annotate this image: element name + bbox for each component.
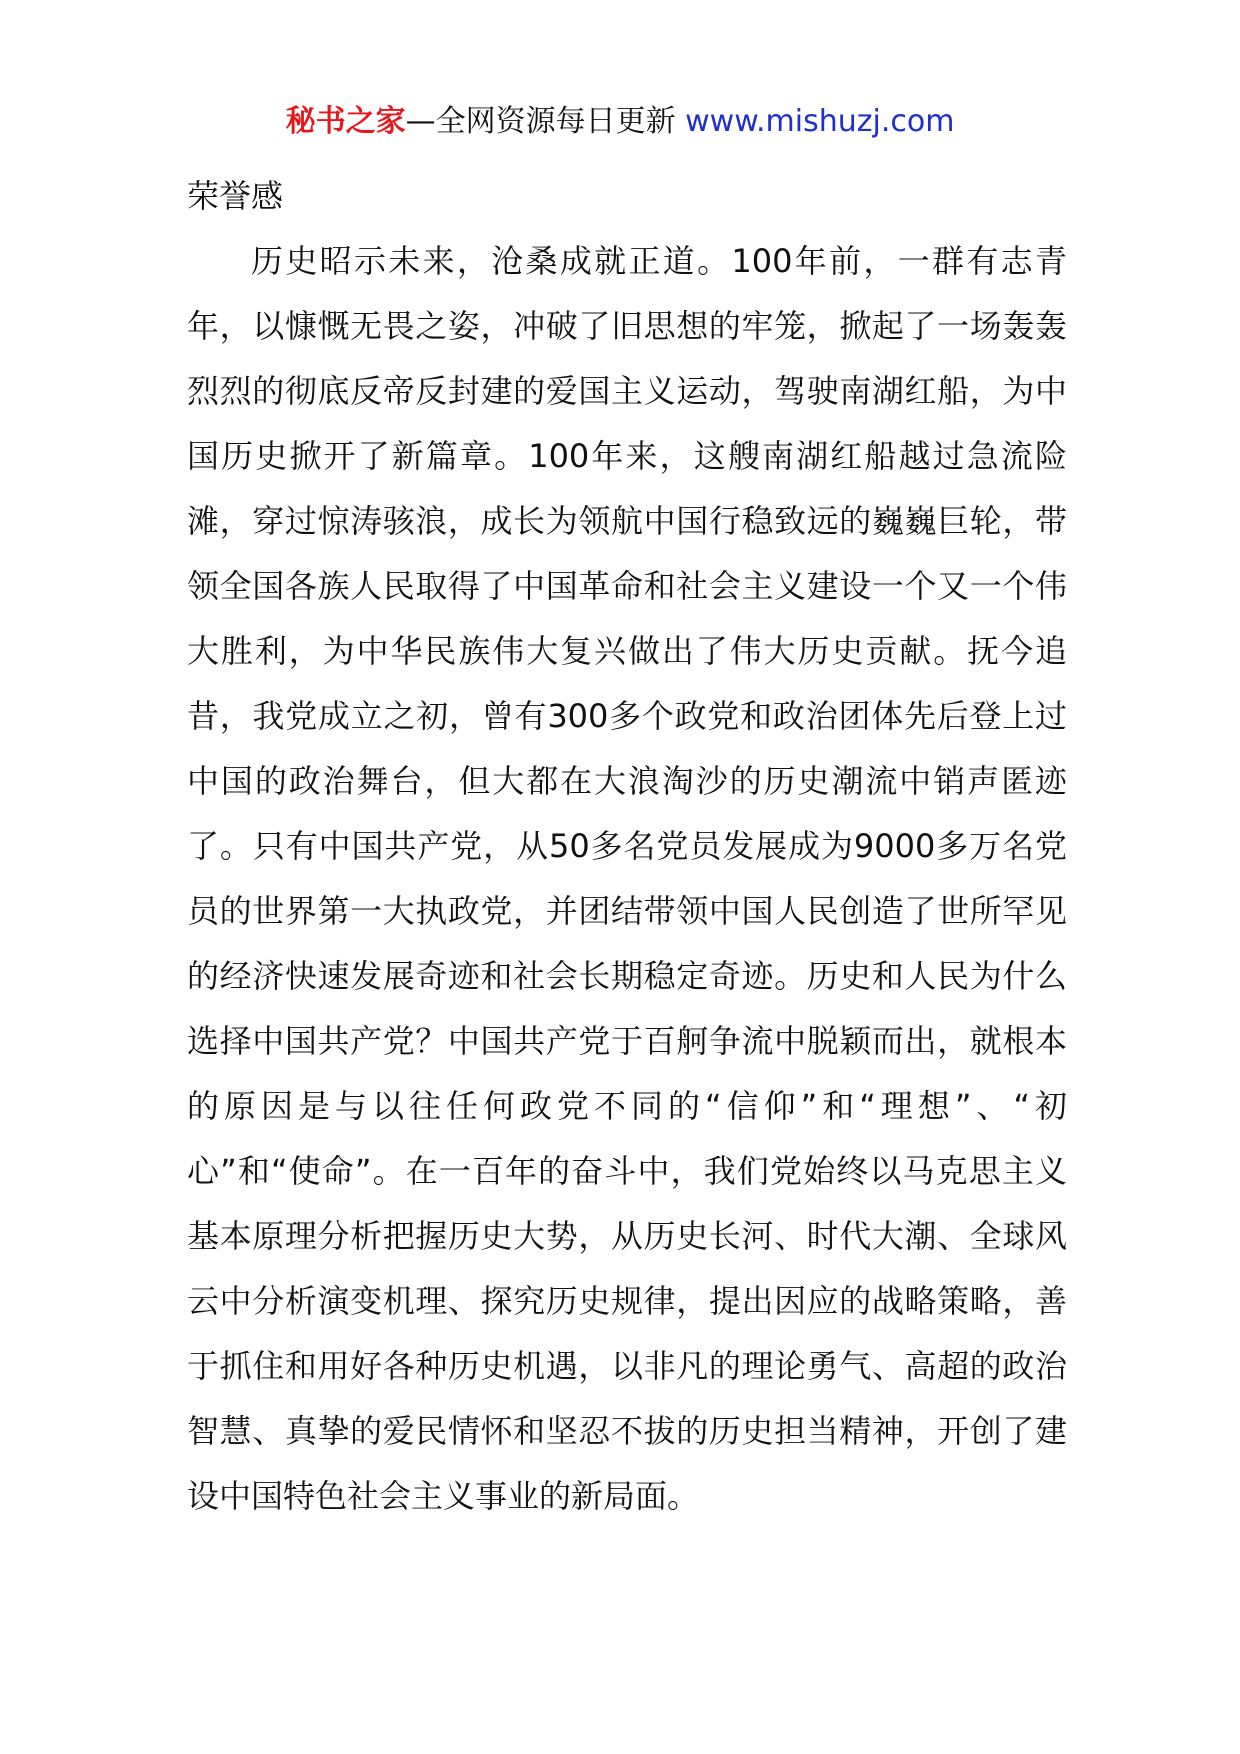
website-link[interactable]: www.mishuzj.com (685, 104, 955, 139)
document-body (187, 164, 1067, 1529)
header-tagline: —全网资源每日更新 (405, 104, 676, 139)
brand-name: 秘书之家 (285, 104, 406, 139)
page-header (0, 100, 1240, 144)
body-paragraph: 历史昭示未来，沧桑成就正道。100年前，一群有志青年，以慷慨无畏之姿，冲破了旧思想的牢笼，掀起了一场轰轰烈烈的彻底反帝反封建的爱国主义运动，驾驶南湖红船，为中国历史掀开了新篇章。100年来，这艘南湖红船越过急流险滩，穿过惊涛骇浪，成长为领航中国行稳致远的巍巍巨轮，带领全国各族人民取得了中国革命和社会主义建设一个又一个伟大胜利，为中华民族伟大复兴做出了伟大历史贡献。抚今追昔，我党成立之初，曾有300多个政党和政治团体先后登上过中国的政治舞台，但大都在大浪淘沙的历史潮流中销声匿迹了。只有中国共产党，从50多名党员发展成为9000多万名党员的世界第一大执政党，并团结带领中国人民创造了世所罕见的经济快速发展奇迹和社会长期稳定奇迹。历史和人民为什么选择中国共产党？中国共产党于百舸争流中脱颖而出，就根本的原因是与以往任何政党不同的“信仰”和“理想”、“初心”和“使命”。在一百年的奋斗中，我们党始终以马克思主义基本原理分析把握历史大势，从历史长河、时代大潮、全球风云中分析演变机理、探究历史规律，提出因应的战略策略，善于抓住和用好各种历史机遇，以非凡的理论勇气、高超的政治智慧、真挚的爱民情怀和坚忍不拔的历史担当精神，开创了建设中国特色社会主义事业的新局面。 (187, 242, 1067, 1515)
continued-heading-text: 荣誉感 (187, 177, 284, 215)
